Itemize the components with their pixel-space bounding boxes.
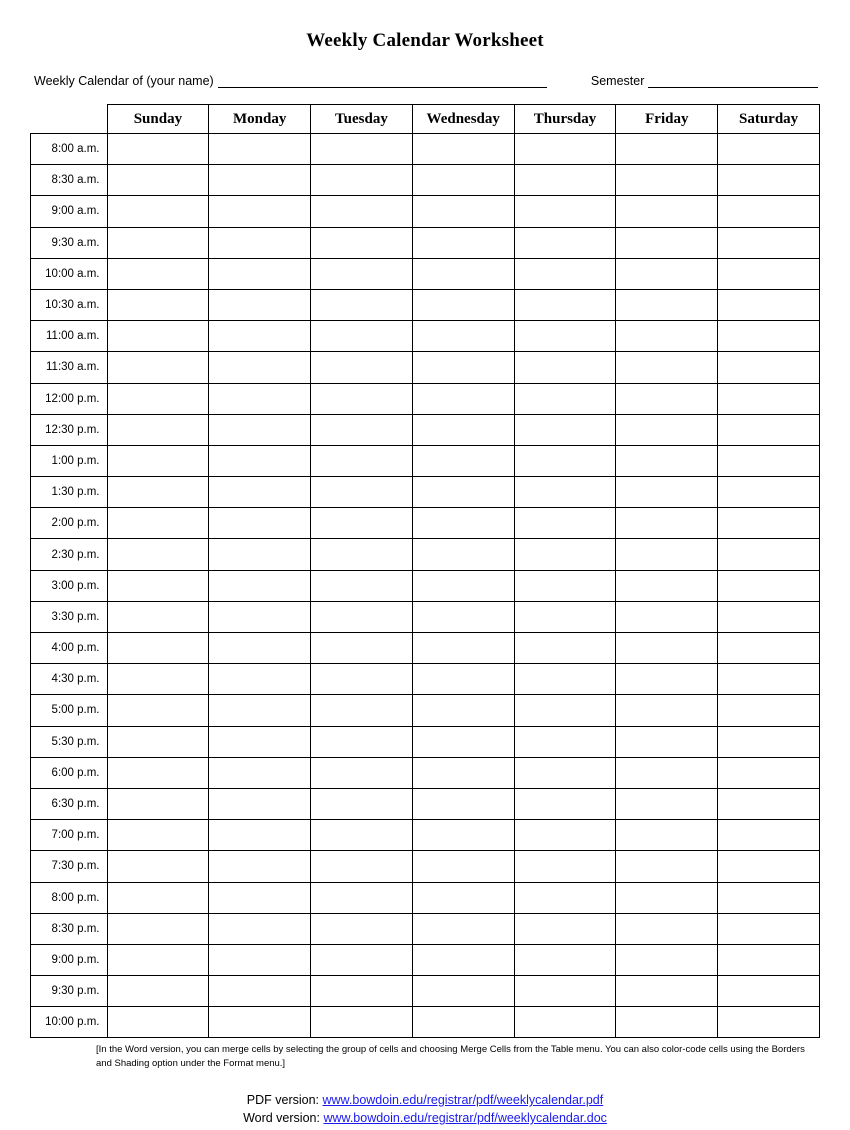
calendar-slot[interactable] [616,757,718,788]
calendar-slot[interactable] [616,227,718,258]
calendar-slot[interactable] [107,882,209,913]
calendar-slot[interactable] [209,477,311,508]
calendar-slot[interactable] [209,258,311,289]
calendar-slot[interactable] [514,1007,616,1038]
calendar-slot[interactable] [718,664,820,695]
time-label: 10:00 p.m. [31,1007,108,1038]
calendar-slot[interactable] [514,601,616,632]
table-row [31,383,820,414]
time-label: 8:30 a.m. [31,165,108,196]
calendar-slot[interactable] [514,321,616,352]
calendar-slot[interactable] [107,383,209,414]
calendar-slot[interactable] [412,976,514,1007]
calendar-slot[interactable] [209,726,311,757]
calendar-slot[interactable] [616,352,718,383]
calendar-slot[interactable] [311,695,413,726]
calendar-slot[interactable] [412,913,514,944]
calendar-slot[interactable] [616,321,718,352]
calendar-slot[interactable] [718,788,820,819]
calendar-slot[interactable] [718,913,820,944]
pdf-version-link[interactable]: www.bowdoin.edu/registrar/pdf/weeklycalendar.pdf [322,1092,604,1107]
calendar-slot[interactable] [209,134,311,165]
calendar-slot[interactable] [311,508,413,539]
calendar-slot[interactable] [718,570,820,601]
time-label: 6:30 p.m. [31,788,108,819]
calendar-slot[interactable] [412,851,514,882]
footer-links [0,1091,850,1127]
calendar-slot[interactable] [412,944,514,975]
calendar-slot[interactable] [209,289,311,320]
calendar-slot[interactable] [616,820,718,851]
time-label: 11:00 a.m. [31,321,108,352]
calendar-slot[interactable] [311,664,413,695]
time-label: 3:00 p.m. [31,570,108,601]
table-row [31,944,820,975]
calendar-slot[interactable] [107,726,209,757]
table-row [31,258,820,289]
calendar-slot[interactable] [107,757,209,788]
calendar-slot[interactable] [107,352,209,383]
table-row [31,664,820,695]
calendar-slot[interactable] [514,944,616,975]
calendar-slot[interactable] [311,321,413,352]
calendar-slot[interactable] [311,414,413,445]
calendar-slot[interactable] [412,695,514,726]
calendar-slot[interactable] [107,227,209,258]
table-row [31,508,820,539]
calendar-slot[interactable] [107,944,209,975]
calendar-slot[interactable] [107,289,209,320]
word-version-row [0,1109,850,1127]
weekly-calendar-table [30,104,820,1038]
calendar-slot[interactable] [311,851,413,882]
calendar-slot[interactable] [107,477,209,508]
calendar-slot[interactable] [209,882,311,913]
calendar-slot[interactable] [311,289,413,320]
calendar-slot[interactable] [718,539,820,570]
time-label: 9:00 a.m. [31,196,108,227]
table-row [31,757,820,788]
calendar-slot[interactable] [412,414,514,445]
calendar-slot[interactable] [514,227,616,258]
calendar-slot[interactable] [718,289,820,320]
calendar-slot[interactable] [412,258,514,289]
calendar-slot[interactable] [616,539,718,570]
time-label: 6:00 p.m. [31,757,108,788]
calendar-slot[interactable] [514,196,616,227]
calendar-slot[interactable] [718,258,820,289]
meta-row [0,74,850,88]
table-row [31,134,820,165]
time-label: 5:30 p.m. [31,726,108,757]
time-label: 4:30 p.m. [31,664,108,695]
calendar-slot[interactable] [514,414,616,445]
calendar-slot[interactable] [412,1007,514,1038]
instructions-note: [In the Word version, you can merge cells by selecting the group of cells and choosing Merge Cells from the Table menu. You can also color-code cells using the Borders and Shading option under the Format menu.] [96,1044,805,1070]
calendar-slot[interactable] [616,477,718,508]
calendar-slot[interactable] [616,851,718,882]
calendar-slot[interactable] [514,289,616,320]
calendar-slot[interactable] [209,383,311,414]
page-title: Weekly Calendar Worksheet [306,30,544,51]
name-input-line[interactable] [218,75,548,88]
calendar-slot[interactable] [514,258,616,289]
calendar-slot[interactable] [107,1007,209,1038]
calendar-slot[interactable] [514,695,616,726]
time-label: 7:00 p.m. [31,820,108,851]
calendar-slot[interactable] [514,165,616,196]
word-version-label: Word version: [243,1111,320,1126]
calendar-slot[interactable] [514,788,616,819]
calendar-slot[interactable] [209,165,311,196]
time-label: 2:00 p.m. [31,508,108,539]
table-row [31,882,820,913]
calendar-slot[interactable] [514,882,616,913]
calendar-slot[interactable] [616,664,718,695]
table-body [31,134,820,1038]
table-header-row [31,105,820,134]
time-label: 10:00 a.m. [31,258,108,289]
calendar-slot[interactable] [311,227,413,258]
calendar-slot[interactable] [718,196,820,227]
calendar-slot[interactable] [209,788,311,819]
calendar-slot[interactable] [718,134,820,165]
calendar-slot[interactable] [412,289,514,320]
table-row [31,695,820,726]
name-label: Weekly Calendar of (your name) [34,74,214,88]
calendar-slot[interactable] [412,352,514,383]
time-column-header [31,105,108,134]
word-version-link[interactable]: www.bowdoin.edu/registrar/pdf/weeklycalendar.doc [323,1111,607,1126]
calendar-slot[interactable] [412,820,514,851]
calendar-slot[interactable] [311,134,413,165]
calendar-slot[interactable] [412,882,514,913]
calendar-slot[interactable] [107,570,209,601]
calendar-slot[interactable] [616,134,718,165]
calendar-slot[interactable] [311,726,413,757]
time-label: 8:30 p.m. [31,913,108,944]
calendar-slot[interactable] [209,196,311,227]
calendar-slot[interactable] [616,695,718,726]
calendar-slot[interactable] [209,913,311,944]
calendar-slot[interactable] [616,508,718,539]
calendar-slot[interactable] [718,1007,820,1038]
calendar-slot[interactable] [311,976,413,1007]
calendar-slot[interactable] [616,165,718,196]
time-label: 8:00 a.m. [31,134,108,165]
calendar-slot[interactable] [718,695,820,726]
calendar-slot[interactable] [514,477,616,508]
calendar-slot[interactable] [209,445,311,476]
calendar-slot[interactable] [412,508,514,539]
worksheet-page [0,30,850,1130]
calendar-slot[interactable] [412,601,514,632]
calendar-slot[interactable] [718,851,820,882]
table-row [31,227,820,258]
calendar-slot[interactable] [311,1007,413,1038]
day-header-monday: Monday [209,105,311,134]
calendar-slot[interactable] [718,352,820,383]
table-row [31,321,820,352]
table-row [31,913,820,944]
calendar-slot[interactable] [209,976,311,1007]
calendar-slot[interactable] [311,165,413,196]
calendar-slot[interactable] [616,445,718,476]
calendar-slot[interactable] [616,913,718,944]
calendar-slot[interactable] [107,321,209,352]
table-row [31,633,820,664]
calendar-slot[interactable] [209,820,311,851]
time-label: 7:30 p.m. [31,851,108,882]
calendar-slot[interactable] [616,383,718,414]
calendar-slot[interactable] [616,601,718,632]
table-row [31,726,820,757]
calendar-slot[interactable] [107,851,209,882]
calendar-slot[interactable] [311,882,413,913]
calendar-slot[interactable] [412,570,514,601]
calendar-slot[interactable] [514,633,616,664]
calendar-slot[interactable] [514,570,616,601]
calendar-slot[interactable] [514,976,616,1007]
table-row [31,1007,820,1038]
day-header-sunday: Sunday [107,105,209,134]
time-label: 11:30 a.m. [31,352,108,383]
calendar-slot[interactable] [616,414,718,445]
calendar-slot[interactable] [209,1007,311,1038]
calendar-slot[interactable] [718,508,820,539]
time-label: 3:30 p.m. [31,601,108,632]
time-label: 10:30 a.m. [31,289,108,320]
day-header-saturday: Saturday [718,105,820,134]
calendar-slot[interactable] [718,726,820,757]
calendar-slot[interactable] [718,820,820,851]
table-row [31,196,820,227]
calendar-slot[interactable] [718,227,820,258]
calendar-slot[interactable] [209,414,311,445]
calendar-slot[interactable] [412,165,514,196]
calendar-slot[interactable] [209,227,311,258]
calendar-slot[interactable] [107,788,209,819]
calendar-slot[interactable] [616,258,718,289]
calendar-slot[interactable] [616,633,718,664]
calendar-slot[interactable] [412,196,514,227]
calendar-slot[interactable] [209,539,311,570]
calendar-slot[interactable] [616,570,718,601]
calendar-slot[interactable] [412,227,514,258]
calendar-slot[interactable] [209,570,311,601]
table-row [31,477,820,508]
calendar-slot[interactable] [718,383,820,414]
calendar-slot[interactable] [718,445,820,476]
calendar-slot[interactable] [209,695,311,726]
table-row [31,851,820,882]
calendar-slot[interactable] [514,508,616,539]
table-row [31,414,820,445]
calendar-slot[interactable] [311,633,413,664]
calendar-slot[interactable] [311,944,413,975]
calendar-slot[interactable] [107,134,209,165]
table-row [31,788,820,819]
calendar-slot[interactable] [412,539,514,570]
calendar-slot[interactable] [209,633,311,664]
calendar-slot[interactable] [718,757,820,788]
time-label: 9:30 p.m. [31,976,108,1007]
calendar-slot[interactable] [718,601,820,632]
calendar-slot[interactable] [616,944,718,975]
calendar-slot[interactable] [311,601,413,632]
pdf-version-row [0,1091,850,1109]
calendar-slot[interactable] [107,508,209,539]
calendar-slot[interactable] [514,851,616,882]
calendar-slot[interactable] [412,134,514,165]
calendar-slot[interactable] [107,695,209,726]
calendar-slot[interactable] [311,383,413,414]
calendar-slot[interactable] [107,913,209,944]
table-row [31,539,820,570]
time-label: 2:30 p.m. [31,539,108,570]
day-header-tuesday: Tuesday [311,105,413,134]
calendar-slot[interactable] [412,477,514,508]
time-label: 9:00 p.m. [31,944,108,975]
calendar-slot[interactable] [718,414,820,445]
time-label: 9:30 a.m. [31,227,108,258]
calendar-slot[interactable] [412,664,514,695]
calendar-slot[interactable] [412,445,514,476]
calendar-slot[interactable] [616,788,718,819]
calendar-slot[interactable] [616,289,718,320]
calendar-slot[interactable] [311,820,413,851]
calendar-slot[interactable] [616,976,718,1007]
table-row [31,289,820,320]
calendar-slot[interactable] [107,414,209,445]
time-label: 1:00 p.m. [31,445,108,476]
calendar-slot[interactable] [209,944,311,975]
calendar-slot[interactable] [209,508,311,539]
calendar-slot[interactable] [616,1007,718,1038]
calendar-slot[interactable] [311,788,413,819]
calendar-slot[interactable] [718,944,820,975]
table-row [31,601,820,632]
table-row [31,820,820,851]
calendar-slot[interactable] [209,321,311,352]
calendar-slot[interactable] [718,882,820,913]
calendar-slot[interactable] [718,976,820,1007]
calendar-slot[interactable] [311,539,413,570]
calendar-slot[interactable] [616,196,718,227]
calendar-slot[interactable] [311,570,413,601]
calendar-slot[interactable] [514,913,616,944]
calendar-slot[interactable] [412,757,514,788]
calendar-slot[interactable] [107,258,209,289]
calendar-slot[interactable] [514,820,616,851]
calendar-slot[interactable] [514,383,616,414]
calendar-slot[interactable] [107,445,209,476]
semester-label: Semester [590,74,645,88]
table-row [31,352,820,383]
calendar-slot[interactable] [311,445,413,476]
pdf-version-label: PDF version: [246,1092,320,1107]
semester-input-line[interactable] [648,75,818,88]
calendar-slot[interactable] [209,601,311,632]
calendar-slot[interactable] [107,820,209,851]
calendar-slot[interactable] [311,196,413,227]
calendar-slot[interactable] [107,664,209,695]
calendar-slot[interactable] [514,352,616,383]
calendar-slot[interactable] [616,726,718,757]
calendar-slot[interactable] [107,539,209,570]
calendar-slot[interactable] [514,445,616,476]
calendar-slot[interactable] [514,757,616,788]
calendar-slot[interactable] [311,352,413,383]
time-label: 12:30 p.m. [31,414,108,445]
calendar-slot[interactable] [311,258,413,289]
day-header-wednesday: Wednesday [412,105,514,134]
calendar-slot[interactable] [514,539,616,570]
calendar-slot[interactable] [311,477,413,508]
time-label: 4:00 p.m. [31,633,108,664]
calendar-slot[interactable] [107,976,209,1007]
calendar-slot[interactable] [412,726,514,757]
day-header-friday: Friday [616,105,718,134]
time-label: 12:00 p.m. [31,383,108,414]
calendar-slot[interactable] [209,851,311,882]
calendar-slot[interactable] [514,134,616,165]
calendar-slot[interactable] [718,477,820,508]
calendar-slot[interactable] [718,321,820,352]
calendar-slot[interactable] [616,882,718,913]
calendar-slot[interactable] [514,726,616,757]
calendar-slot[interactable] [412,788,514,819]
calendar-slot[interactable] [209,757,311,788]
calendar-slot[interactable] [107,601,209,632]
time-label: 1:30 p.m. [31,477,108,508]
calendar-slot[interactable] [209,664,311,695]
calendar-slot[interactable] [209,352,311,383]
table-row [31,570,820,601]
table-row [31,445,820,476]
time-label: 8:00 p.m. [31,882,108,913]
calendar-slot[interactable] [107,196,209,227]
table-row [31,976,820,1007]
time-label: 5:00 p.m. [31,695,108,726]
calendar-slot[interactable] [311,757,413,788]
table-row [31,165,820,196]
day-header-thursday: Thursday [514,105,616,134]
calendar-slot[interactable] [412,633,514,664]
calendar-slot[interactable] [514,664,616,695]
calendar-slot[interactable] [412,383,514,414]
calendar-slot[interactable] [107,165,209,196]
calendar-slot[interactable] [107,633,209,664]
calendar-slot[interactable] [718,633,820,664]
calendar-slot[interactable] [412,321,514,352]
calendar-slot[interactable] [311,913,413,944]
calendar-slot[interactable] [718,165,820,196]
